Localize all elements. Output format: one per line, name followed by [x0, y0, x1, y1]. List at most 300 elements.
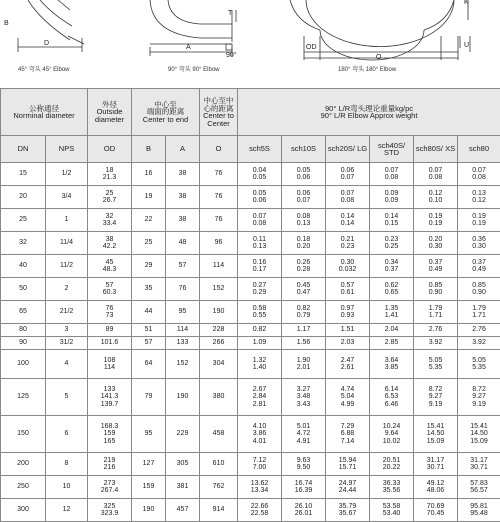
cell-value: 0.08: [414, 174, 457, 182]
cell-value: 0.82: [282, 305, 325, 313]
cell-value: 0.07: [370, 167, 413, 175]
cell-weight: [326, 350, 370, 379]
cell-weight: [326, 278, 370, 301]
caption-90-elbow: 90° 弯头 90° Elbow: [168, 64, 220, 73]
cell-value: 15.09: [458, 438, 500, 446]
cell-value: 0.30: [326, 259, 369, 267]
cell-b: 190: [132, 499, 166, 522]
column-header-5: O: [200, 136, 238, 163]
cell-value: 57: [88, 282, 131, 290]
dim-label-d: D: [44, 40, 49, 47]
cell-value: 35.67: [326, 510, 369, 518]
cell-a: 133: [166, 337, 200, 350]
dim-label-o: O: [376, 54, 381, 61]
cell-a: 190: [166, 379, 200, 416]
cell-weight: [414, 337, 458, 350]
cell-value: 4.74: [326, 386, 369, 394]
cell-value: 70.45: [414, 510, 457, 518]
cell-od: [88, 337, 132, 350]
cell-weight: [326, 255, 370, 278]
table-row: [1, 337, 500, 350]
table-row: [1, 301, 500, 324]
cell-value: 2.67: [238, 386, 281, 394]
cell-value: 53.58: [370, 503, 413, 511]
cell-dn: 250: [1, 476, 46, 499]
cell-o: 610: [200, 453, 238, 476]
cell-value: 0.97: [326, 305, 369, 313]
table-row: [1, 350, 500, 379]
dim-label-b: B: [4, 20, 9, 27]
cell-weight: [326, 379, 370, 416]
cell-value: 0.36: [458, 236, 500, 244]
column-header-9: sch40S/ STD: [370, 136, 414, 163]
cell-value: 0.19: [414, 213, 457, 221]
cell-value: 0.79: [282, 312, 325, 320]
cell-b: 19: [132, 186, 166, 209]
cell-value: 0.49: [414, 266, 457, 274]
cell-value: 0.11: [238, 236, 281, 244]
cell-weight: [458, 337, 500, 350]
cell-weight: [458, 324, 500, 337]
cell-value: 0.23: [370, 236, 413, 244]
cell-value: 0.25: [370, 243, 413, 251]
cell-value: 0.18: [282, 236, 325, 244]
cell-value: 133: [88, 386, 131, 394]
cell-value: 139.7: [88, 401, 131, 409]
cell-value: 1.79: [414, 305, 457, 313]
cell-dn: 90: [1, 337, 46, 350]
cell-weight: [238, 416, 282, 453]
table-row: [1, 278, 500, 301]
cell-value: 0.14: [326, 220, 369, 228]
cell-value: 0.20: [282, 243, 325, 251]
cell-weight: [370, 255, 414, 278]
cell-value: 3.48: [282, 393, 325, 401]
cell-weight: [458, 186, 500, 209]
cell-value: 4.72: [282, 430, 325, 438]
cell-value: 9.27: [414, 393, 457, 401]
cell-value: 1.79: [458, 305, 500, 313]
cell-weight: [414, 453, 458, 476]
cell-weight: [282, 278, 326, 301]
cell-weight: [414, 379, 458, 416]
cell-value: 22.58: [238, 510, 281, 518]
cell-value: 1.09: [238, 339, 281, 347]
cell-value: 26.01: [282, 510, 325, 518]
cell-value: 0.57: [326, 282, 369, 290]
cell-value: 267.4: [88, 487, 131, 495]
cell-value: 45: [88, 259, 131, 267]
cell-value: 22.66: [238, 503, 281, 511]
cell-weight: [370, 453, 414, 476]
cell-weight: [414, 232, 458, 255]
cell-value: 0.09: [370, 197, 413, 205]
cell-a: 38: [166, 209, 200, 232]
column-header-6: sch5S: [238, 136, 282, 163]
cell-value: 0.30: [414, 243, 457, 251]
cell-dn: 300: [1, 499, 46, 522]
elbow-diagrams: [0, 0, 500, 82]
caption-180-elbow: 180° 弯头 180° Elbow: [338, 64, 396, 73]
cell-weight: [458, 301, 500, 324]
cell-value: 9.63: [282, 457, 325, 465]
cell-weight: [326, 453, 370, 476]
header-center-to-end: 中心至 端面的距离 Center to end: [132, 89, 200, 136]
cell-value: 0.93: [326, 312, 369, 320]
cell-value: 35.56: [370, 487, 413, 495]
cell-value: 141.3: [88, 393, 131, 401]
cell-weight: [370, 163, 414, 186]
cell-b: 159: [132, 476, 166, 499]
cell-value: 0.12: [414, 190, 457, 198]
cell-value: 0.14: [370, 213, 413, 221]
cell-weight: [370, 186, 414, 209]
cell-value: 89: [88, 326, 131, 334]
cell-weight: [458, 232, 500, 255]
cell-value: 0.08: [326, 197, 369, 205]
cell-value: 325: [88, 503, 131, 511]
cell-value: 1.32: [238, 357, 281, 365]
cell-o: 304: [200, 350, 238, 379]
cell-value: 32: [88, 213, 131, 221]
cell-value: 159: [88, 430, 131, 438]
cell-weight: [282, 416, 326, 453]
elbow-180-drawing: [290, 0, 470, 60]
cell-value: 273: [88, 480, 131, 488]
cell-value: 1.56: [282, 339, 325, 347]
cell-od: [88, 232, 132, 255]
cell-value: 3.92: [458, 339, 500, 347]
cell-weight: [458, 278, 500, 301]
cell-weight: [282, 453, 326, 476]
cell-value: 0.14: [326, 213, 369, 221]
cell-o: 380: [200, 379, 238, 416]
cell-value: 1.51: [326, 326, 369, 334]
cell-b: 79: [132, 379, 166, 416]
cell-b: 35: [132, 278, 166, 301]
cell-value: 15.41: [414, 423, 457, 431]
cell-weight: [370, 301, 414, 324]
cell-value: 16.39: [282, 487, 325, 495]
cell-value: 216: [88, 464, 131, 472]
cell-value: 0.13: [238, 243, 281, 251]
cell-nps: 6: [46, 416, 88, 453]
cell-weight: [370, 350, 414, 379]
cell-value: 14.50: [458, 430, 500, 438]
cell-value: 8.72: [414, 386, 457, 394]
dim-label-t: T: [228, 10, 232, 17]
table-row: [1, 232, 500, 255]
dim-label-k: K: [464, 0, 469, 6]
cell-nps: 1/2: [46, 163, 88, 186]
cell-value: 13.34: [238, 487, 281, 495]
cell-value: 0.90: [414, 289, 457, 297]
cell-value: 0.34: [370, 259, 413, 267]
cell-o: 152: [200, 278, 238, 301]
cell-weight: [326, 232, 370, 255]
cell-value: 0.82: [238, 326, 281, 334]
cell-value: 95.81: [458, 503, 500, 511]
cell-weight: [238, 209, 282, 232]
column-header-8: sch20S/ LG: [326, 136, 370, 163]
cell-value: 31.17: [458, 457, 500, 465]
cell-value: 3.86: [238, 430, 281, 438]
cell-value: 0.58: [238, 305, 281, 313]
cell-weight: [370, 379, 414, 416]
cell-o: 76: [200, 209, 238, 232]
cell-weight: [370, 209, 414, 232]
cell-value: 1.71: [414, 312, 457, 320]
cell-weight: [282, 209, 326, 232]
cell-weight: [414, 278, 458, 301]
table-row: [1, 163, 500, 186]
cell-a: 76: [166, 278, 200, 301]
cell-value: 0.90: [458, 289, 500, 297]
cell-value: 95.48: [458, 510, 500, 518]
cell-weight: [458, 453, 500, 476]
cell-value: 0.07: [282, 197, 325, 205]
cell-value: 10.02: [370, 438, 413, 446]
cell-o: 190: [200, 301, 238, 324]
cell-value: 0.05: [238, 174, 281, 182]
cell-value: 1.40: [238, 364, 281, 372]
cell-value: 5.35: [458, 364, 500, 372]
cell-weight: [414, 163, 458, 186]
cell-value: 18: [88, 167, 131, 175]
column-header-11: sch80: [458, 136, 500, 163]
cell-b: 16: [132, 163, 166, 186]
cell-weight: [458, 379, 500, 416]
cell-weight: [282, 324, 326, 337]
cell-value: 114: [88, 364, 131, 372]
cell-dn: 200: [1, 453, 46, 476]
cell-weight: [326, 337, 370, 350]
cell-a: 381: [166, 476, 200, 499]
cell-value: 7.14: [326, 438, 369, 446]
cell-value: 0.07: [326, 174, 369, 182]
cell-weight: [238, 453, 282, 476]
cell-weight: [414, 350, 458, 379]
cell-a: 95: [166, 301, 200, 324]
cell-od: [88, 186, 132, 209]
cell-a: 305: [166, 453, 200, 476]
cell-value: 38: [88, 236, 131, 244]
cell-value: 20.22: [370, 464, 413, 472]
table-row: [1, 499, 500, 522]
cell-value: 8.72: [458, 386, 500, 394]
cell-value: 1.90: [282, 357, 325, 365]
cell-value: 0.37: [370, 266, 413, 274]
cell-weight: [414, 324, 458, 337]
cell-value: 2.81: [238, 401, 281, 409]
cell-weight: [326, 186, 370, 209]
cell-value: 2.04: [370, 326, 413, 334]
table-row: [1, 209, 500, 232]
cell-weight: [458, 499, 500, 522]
cell-value: 0.06: [282, 190, 325, 198]
cell-value: 4.91: [282, 438, 325, 446]
cell-b: 51: [132, 324, 166, 337]
cell-nps: 10: [46, 476, 88, 499]
table-row: [1, 416, 500, 453]
cell-value: 20.51: [370, 457, 413, 465]
cell-a: 38: [166, 163, 200, 186]
cell-value: 57.83: [458, 480, 500, 488]
cell-value: 3.43: [282, 401, 325, 409]
cell-weight: [414, 499, 458, 522]
cell-weight: [370, 324, 414, 337]
cell-value: 0.55: [238, 312, 281, 320]
cell-value: 2.61: [326, 364, 369, 372]
cell-value: 0.49: [458, 266, 500, 274]
column-header-0: DN: [1, 136, 46, 163]
cell-weight: [238, 255, 282, 278]
cell-dn: 150: [1, 416, 46, 453]
cell-value: 0.08: [282, 213, 325, 221]
cell-o: 458: [200, 416, 238, 453]
cell-weight: [458, 209, 500, 232]
cell-value: 0.07: [458, 167, 500, 175]
cell-value: 7.00: [238, 464, 281, 472]
cell-nps: 3: [46, 324, 88, 337]
cell-a: 57: [166, 255, 200, 278]
cell-od: [88, 476, 132, 499]
cell-weight: [370, 278, 414, 301]
cell-a: 457: [166, 499, 200, 522]
cell-value: 15.94: [326, 457, 369, 465]
cell-value: 0.19: [458, 220, 500, 228]
caption-45-elbow: 45° 弯头 45° Elbow: [18, 64, 70, 73]
cell-nps: 12: [46, 499, 88, 522]
cell-weight: [238, 278, 282, 301]
elbow-spec-table: [0, 88, 500, 522]
cell-value: 13.62: [238, 480, 281, 488]
cell-a: 38: [166, 186, 200, 209]
cell-value: 33.4: [88, 220, 131, 228]
cell-value: 0.06: [282, 174, 325, 182]
cell-od: [88, 301, 132, 324]
cell-b: 127: [132, 453, 166, 476]
cell-value: 0.47: [282, 289, 325, 297]
cell-weight: [414, 301, 458, 324]
cell-value: 9.27: [458, 393, 500, 401]
cell-value: 0.05: [282, 167, 325, 175]
table-row: [1, 324, 500, 337]
cell-weight: [282, 163, 326, 186]
cell-value: 15.71: [326, 464, 369, 472]
cell-od: [88, 416, 132, 453]
column-header-row: [1, 136, 500, 163]
cell-value: 2.84: [238, 393, 281, 401]
cell-weight: [414, 186, 458, 209]
cell-od: [88, 499, 132, 522]
cell-value: 0.29: [238, 289, 281, 297]
cell-value: 0.07: [326, 190, 369, 198]
cell-od: [88, 350, 132, 379]
cell-value: 0.16: [238, 259, 281, 267]
cell-value: 3.27: [282, 386, 325, 394]
table-row: [1, 453, 500, 476]
cell-value: 0.07: [238, 213, 281, 221]
cell-weight: [238, 186, 282, 209]
cell-value: 2.76: [414, 326, 457, 334]
cell-weight: [282, 337, 326, 350]
cell-value: 0.27: [238, 282, 281, 290]
cell-value: 24.44: [326, 487, 369, 495]
elbow-45-drawing: [18, 0, 84, 52]
cell-dn: 20: [1, 186, 46, 209]
column-header-1: NPS: [46, 136, 88, 163]
cell-value: 10.24: [370, 423, 413, 431]
cell-value: 24.97: [326, 480, 369, 488]
cell-value: 1.71: [458, 312, 500, 320]
cell-value: 0.85: [414, 282, 457, 290]
column-header-7: sch10S: [282, 136, 326, 163]
cell-value: 5.05: [414, 357, 457, 365]
cell-value: 0.19: [414, 220, 457, 228]
cell-nps: 1: [46, 209, 88, 232]
cell-weight: [458, 350, 500, 379]
cell-value: 1.35: [370, 305, 413, 313]
cell-value: 31.17: [414, 457, 457, 465]
header-approx-weight: 90° L/R弯头理论重量kg/pc 90° L/R Elbow Approx weight: [238, 89, 500, 136]
cell-value: 219: [88, 457, 131, 465]
table-row: [1, 186, 500, 209]
cell-value: 0.12: [458, 197, 500, 205]
cell-value: 0.65: [370, 289, 413, 297]
cell-weight: [326, 324, 370, 337]
cell-od: [88, 278, 132, 301]
cell-a: 229: [166, 416, 200, 453]
cell-value: 6.14: [370, 386, 413, 394]
cell-weight: [282, 350, 326, 379]
cell-dn: 80: [1, 324, 46, 337]
cell-value: 25: [88, 190, 131, 198]
cell-weight: [414, 416, 458, 453]
cell-weight: [326, 209, 370, 232]
cell-weight: [370, 476, 414, 499]
cell-dn: 125: [1, 379, 46, 416]
cell-weight: [238, 379, 282, 416]
cell-value: 0.10: [414, 197, 457, 205]
cell-value: 0.17: [238, 266, 281, 274]
cell-value: 70.69: [414, 503, 457, 511]
cell-value: 0.13: [458, 190, 500, 198]
cell-od: [88, 379, 132, 416]
cell-weight: [370, 232, 414, 255]
dim-label-90: 90°: [226, 52, 237, 59]
cell-value: 21.3: [88, 174, 131, 182]
cell-weight: [238, 350, 282, 379]
cell-weight: [370, 499, 414, 522]
table-row: [1, 476, 500, 499]
cell-value: 0.37: [458, 259, 500, 267]
cell-value: 0.37: [414, 259, 457, 267]
column-header-10: sch80S/ XS: [414, 136, 458, 163]
cell-b: 22: [132, 209, 166, 232]
cell-value: 60.3: [88, 289, 131, 297]
cell-nps: 31/2: [46, 337, 88, 350]
cell-weight: [282, 476, 326, 499]
cell-weight: [370, 416, 414, 453]
cell-value: 53.40: [370, 510, 413, 518]
cell-value: 0.15: [370, 220, 413, 228]
cell-b: 57: [132, 337, 166, 350]
cell-value: 0.08: [370, 174, 413, 182]
cell-dn: 100: [1, 350, 46, 379]
cell-value: 3.64: [370, 357, 413, 365]
dim-label-a: A: [186, 44, 191, 51]
